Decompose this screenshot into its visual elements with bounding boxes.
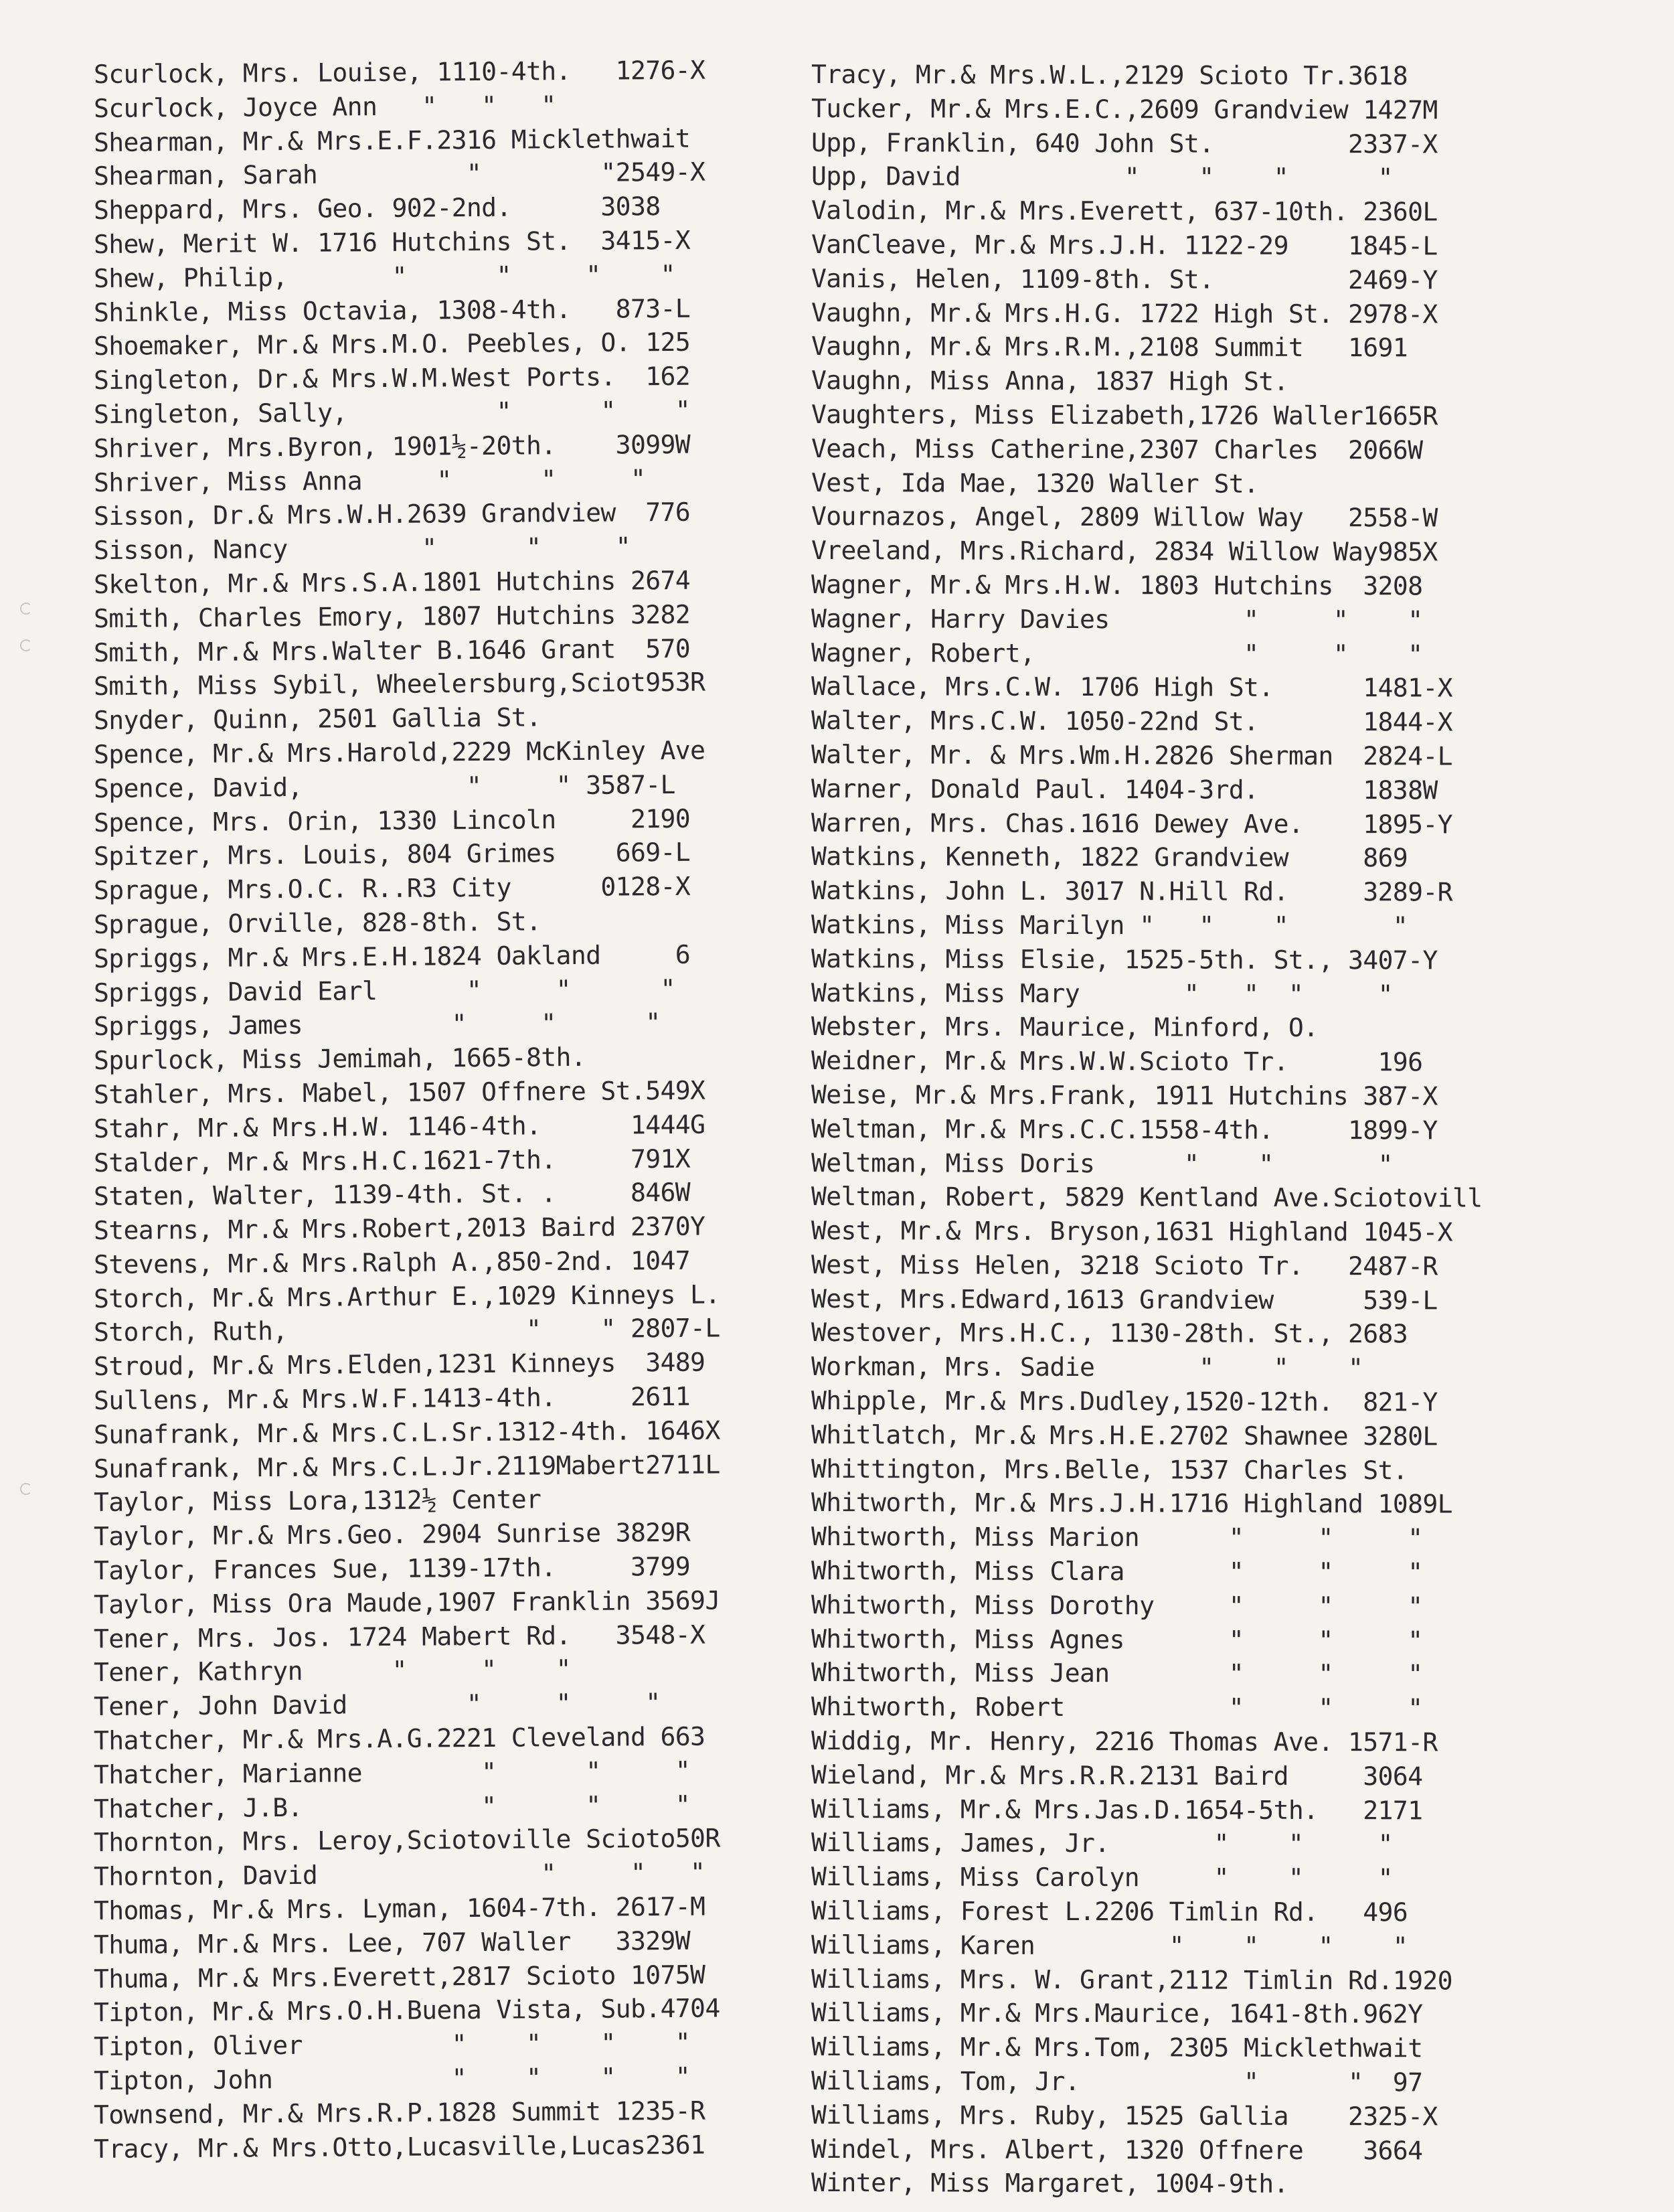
directory-entry: Vaughn, Mr.& Mrs.R.M.,2108 Summit 1691 xyxy=(811,331,1408,363)
directory-entry: Watkins, Miss Elsie, 1525-5th. St., 3407-Y xyxy=(811,943,1438,975)
directory-entry: Williams, Mr.& Mrs.Maurice, 1641-8th.962Y xyxy=(811,1998,1423,2029)
directory-entry: VanCleave, Mr.& Mrs.J.H. 1122-29 1845-L xyxy=(811,229,1438,261)
directory-entry: Scurlock, Joyce Ann " " " xyxy=(93,90,556,123)
directory-entry: Vournazos, Angel, 2809 Willow Way 2558-W xyxy=(811,501,1438,533)
directory-entry: Whitworth, Miss Dorothy " " " xyxy=(811,1589,1423,1622)
directory-entry: Williams, Tom, Jr. " " 97 xyxy=(811,2066,1423,2098)
directory-entry: West, Miss Helen, 3218 Scioto Tr. 2487-R xyxy=(811,1249,1438,1281)
directory-entry: Wagner, Harry Davies " " " xyxy=(811,603,1423,635)
left-column xyxy=(93,55,803,2166)
directory-entry: Watkins, John L. 3017 N.Hill Rd. 3289-R xyxy=(811,876,1453,907)
directory-entry: Stahler, Mrs. Mabel, 1507 Offnere St.549X xyxy=(93,1075,705,1109)
directory-entry: Veach, Miss Catherine,2307 Charles 2066W xyxy=(811,433,1423,465)
directory-entry: Williams, James, Jr. " " " xyxy=(811,1828,1393,1859)
right-column xyxy=(811,58,1594,2200)
directory-entry: Sullens, Mr.& Mrs.W.F.1413-4th. 2611 xyxy=(93,1381,691,1416)
directory-entry: Taylor, Mr.& Mrs.Geo. 2904 Sunrise 3829R xyxy=(93,1518,691,1552)
directory-entry: Snyder, Quinn, 2501 Gallia St. xyxy=(93,702,541,736)
directory-entry: Workman, Mrs. Sadie " " " xyxy=(811,1352,1363,1383)
directory-entry: Sprague, Mrs.O.C. R..R3 City 0128-X xyxy=(93,871,691,906)
directory-entry: Shearman, Sarah " "2549-X xyxy=(93,157,705,191)
directory-entry: West, Mr.& Mrs. Bryson,1631 Highland 1045-X xyxy=(811,1216,1453,1247)
directory-entry: Whitworth, Miss Marion " " " xyxy=(811,1522,1423,1553)
directory-entry: Spence, Mrs. Orin, 1330 Lincoln 2190 xyxy=(93,803,691,838)
directory-entry: Tener, Kathryn " " " xyxy=(93,1654,572,1688)
directory-entry: Tipton, Oliver " " " " xyxy=(93,2027,691,2062)
directory-entry: Watkins, Miss Marilyn " " " " xyxy=(811,909,1408,941)
directory-entry: Thornton, Mrs. Leroy,Sciotoville Scioto50R xyxy=(93,1823,720,1858)
directory-entry: Vaughters, Miss Elizabeth,1726 Waller1665R xyxy=(811,399,1438,431)
directory-entry: Tipton, John " " " " xyxy=(93,2061,691,2096)
directory-entry: Valodin, Mr.& Mrs.Everett, 637-10th. 2360L xyxy=(811,195,1438,227)
directory-entry: Sisson, Nancy " " " xyxy=(93,532,631,566)
directory-entry: Thatcher, Mr.& Mrs.A.G.2221 Cleveland 663 xyxy=(93,1721,705,1756)
directory-entry: Whitworth, Mr.& Mrs.J.H.1716 Highland 1089L xyxy=(811,1488,1453,1519)
binder-hole-mark xyxy=(20,639,32,651)
directory-entry: Widdig, Mr. Henry, 2216 Thomas Ave. 1571-R xyxy=(811,1726,1438,1757)
directory-entry: Sheppard, Mrs. Geo. 902-2nd. 3038 xyxy=(93,191,661,226)
directory-entry: Upp, Franklin, 640 John St. 2337-X xyxy=(811,127,1438,159)
directory-entry: Shoemaker, Mr.& Mrs.M.O. Peebles, O. 125 xyxy=(93,327,691,362)
directory-entry: Spriggs, James " " " xyxy=(93,1008,661,1042)
directory-entry: Thornton, David " " " xyxy=(93,1857,705,1892)
directory-entry: Thuma, Mr.& Mrs. Lee, 707 Waller 3329W xyxy=(93,1925,691,1960)
directory-entry: Scurlock, Mrs. Louise, 1110-4th. 1276-X xyxy=(93,55,705,89)
directory-entry: Watkins, Kenneth, 1822 Grandview 869 xyxy=(811,842,1408,873)
directory-entry: Stroud, Mr.& Mrs.Elden,1231 Kinneys 3489 xyxy=(93,1347,705,1382)
directory-entry: Shriver, Miss Anna " " " xyxy=(93,463,646,497)
directory-entry: Singleton, Dr.& Mrs.W.M.West Ports. 162 xyxy=(93,361,691,396)
directory-entry: Tener, John David " " " xyxy=(93,1688,661,1722)
directory-entry: Shew, Philip, " " " " xyxy=(93,259,675,293)
directory-entry: Spence, Mr.& Mrs.Harold,2229 McKinley Ave xyxy=(93,735,705,769)
directory-entry: Spriggs, Mr.& Mrs.E.H.1824 Oakland 6 xyxy=(93,939,691,973)
directory-entry: Warner, Donald Paul. 1404-3rd. 1838W xyxy=(811,773,1438,805)
directory-entry: Shew, Merit W. 1716 Hutchins St. 3415-X xyxy=(93,225,691,259)
directory-entry: Thatcher, J.B. " " " xyxy=(93,1790,691,1824)
directory-entry: Vaughn, Miss Anna, 1837 High St. xyxy=(811,366,1288,397)
directory-entry: Skelton, Mr.& Mrs.S.A.1801 Hutchins 2674 xyxy=(93,565,691,599)
directory-entry: Williams, Mr.& Mrs.Jas.D.1654-5th. 2171 xyxy=(811,1794,1423,1826)
directory-entry: Whitworth, Miss Jean " " " xyxy=(811,1658,1423,1689)
directory-entry: Storch, Ruth, " " 2807-L xyxy=(93,1313,720,1348)
directory-entry: Thatcher, Marianne " " " xyxy=(93,1755,691,1790)
directory-entry: Walter, Mrs.C.W. 1050-22nd St. 1844-X xyxy=(811,706,1453,737)
directory-entry: Smith, Mr.& Mrs.Walter B.1646 Grant 570 xyxy=(93,633,691,667)
directory-entry: Whitlatch, Mr.& Mrs.H.E.2702 Shawnee 3280L xyxy=(811,1419,1438,1451)
directory-entry: Tracy, Mr.& Mrs.Otto,Lucasville,Lucas2361 xyxy=(93,2130,705,2164)
directory-entry: Townsend, Mr.& Mrs.R.P.1828 Summit 1235-R xyxy=(93,2096,705,2130)
directory-entry: Whitworth, Miss Clara " " " xyxy=(811,1556,1423,1587)
directory-entry: Weidner, Mr.& Mrs.W.W.Scioto Tr. 196 xyxy=(811,1046,1423,1077)
directory-entry: Spitzer, Mrs. Louis, 804 Grimes 669-L xyxy=(93,838,691,872)
directory-entry: Wallace, Mrs.C.W. 1706 High St. 1481-X xyxy=(811,672,1453,703)
directory-entry: Westover, Mrs.H.C., 1130-28th. St., 2683 xyxy=(811,1318,1408,1349)
directory-entry: Taylor, Miss Lora,1312½ Center xyxy=(93,1484,541,1518)
directory-entry: Tipton, Mr.& Mrs.O.H.Buena Vista, Sub.4704 xyxy=(93,1993,720,2028)
directory-entry: Weise, Mr.& Mrs.Frank, 1911 Hutchins 387-X xyxy=(811,1079,1438,1111)
binder-hole-mark xyxy=(20,1483,32,1495)
directory-entry: Thuma, Mr.& Mrs.Everett,2817 Scioto 1075W xyxy=(93,1960,705,1994)
directory-entry: Winter, Miss Margaret, 1004-9th. xyxy=(811,2168,1288,2199)
directory-entry: Thomas, Mr.& Mrs. Lyman, 1604-7th. 2617-M xyxy=(93,1891,705,1926)
directory-entry: Wagner, Mr.& Mrs.H.W. 1803 Hutchins 3208 xyxy=(811,569,1423,601)
directory-entry: Weltman, Mr.& Mrs.C.C.1558-4th. 1899-Y xyxy=(811,1113,1438,1146)
directory-entry: Tener, Mrs. Jos. 1724 Mabert Rd. 3548-X xyxy=(93,1620,705,1654)
binder-hole-mark xyxy=(20,603,32,615)
directory-entry: Singleton, Sally, " " " xyxy=(93,395,691,429)
directory-entry: Sunafrank, Mr.& Mrs.C.L.Sr.1312-4th. 1646X xyxy=(93,1415,720,1449)
directory-entry: Sunafrank, Mr.& Mrs.C.L.Jr.2119Mabert2711L xyxy=(93,1449,720,1484)
directory-entry: Williams, Mrs. Ruby, 1525 Gallia 2325-X xyxy=(811,2100,1438,2132)
directory-entry: Stahr, Mr.& Mrs.H.W. 1146-4th. 1444G xyxy=(93,1109,705,1143)
directory-entry: Storch, Mr.& Mrs.Arthur E.,1029 Kinneys L. xyxy=(93,1279,720,1314)
directory-entry: Staten, Walter, 1139-4th. St. . 846W xyxy=(93,1178,691,1212)
directory-entry: Wagner, Robert, " " " xyxy=(811,637,1423,669)
directory-entry: Spriggs, David Earl " " " xyxy=(93,973,675,1008)
directory-entry: Watkins, Miss Mary " " " " xyxy=(811,977,1393,1009)
directory-entry: Vreeland, Mrs.Richard, 2834 Willow Way985X xyxy=(811,536,1438,567)
directory-entry: Warren, Mrs. Chas.1616 Dewey Ave. 1895-Y xyxy=(811,807,1453,840)
directory-entry: Spurlock, Miss Jemimah, 1665-8th. xyxy=(93,1042,586,1076)
directory-entry: Taylor, Miss Ora Maude,1907 Franklin 3569J xyxy=(93,1585,720,1620)
directory-entry: Weltman, Miss Doris " " " xyxy=(811,1148,1393,1179)
directory-entry: Williams, Mrs. W. Grant,2112 Timlin Rd.1920 xyxy=(811,1964,1453,1996)
directory-entry: Windel, Mrs. Albert, 1320 Offnere 3664 xyxy=(811,2134,1423,2166)
directory-entry: West, Mrs.Edward,1613 Grandview 539-L xyxy=(811,1283,1438,1316)
directory-entry: Weltman, Robert, 5829 Kentland Ave.Sciotovill xyxy=(811,1182,1483,1213)
directory-entry: Shearman, Mr.& Mrs.E.F.2316 Micklethwait xyxy=(93,123,691,157)
directory-entry: Webster, Mrs. Maurice, Minford, O. xyxy=(811,1012,1319,1043)
directory-entry: Williams, Karen " " " " xyxy=(811,1929,1408,1962)
directory-entry: Williams, Forest L.2206 Timlin Rd. 496 xyxy=(811,1896,1408,1927)
directory-entry: Sisson, Dr.& Mrs.W.H.2639 Grandview 776 xyxy=(93,497,691,532)
directory-entry: Stevens, Mr.& Mrs.Ralph A.,850-2nd. 1047 xyxy=(93,1245,691,1279)
directory-entry: Vaughn, Mr.& Mrs.H.G. 1722 High St. 2978-X xyxy=(811,297,1438,329)
directory-entry: Shinkle, Miss Octavia, 1308-4th. 873-L xyxy=(93,293,691,327)
directory-entry: Vanis, Helen, 1109-8th. St. 2469-Y xyxy=(811,263,1438,295)
directory-entry: Shriver, Mrs.Byron, 1901½-20th. 3099W xyxy=(93,429,691,463)
directory-entry: Williams, Mr.& Mrs.Tom, 2305 Micklethwait xyxy=(811,2032,1423,2063)
directory-entry: Whipple, Mr.& Mrs.Dudley,1520-12th. 821-Y xyxy=(811,1386,1438,1417)
directory-entry: Whitworth, Miss Agnes " " " xyxy=(811,1624,1423,1656)
directory-entry: Spence, David, " " 3587-L xyxy=(93,769,675,803)
directory-entry: Sprague, Orville, 828-8th. St. xyxy=(93,906,541,939)
directory-entry: Upp, David " " " " xyxy=(811,161,1393,193)
directory-entry: Smith, Miss Sybil, Wheelersburg,Sciot953R xyxy=(93,667,705,702)
directory-entry: Vest, Ida Mae, 1320 Waller St. xyxy=(811,467,1259,499)
directory-entry: Stalder, Mr.& Mrs.H.C.1621-7th. 791X xyxy=(93,1143,691,1178)
directory-entry: Stearns, Mr.& Mrs.Robert,2013 Baird 2370Y xyxy=(93,1211,705,1246)
directory-entry: Tracy, Mr.& Mrs.W.L.,2129 Scioto Tr.3618 xyxy=(811,60,1408,91)
directory-entry: Whitworth, Robert " " " xyxy=(811,1692,1423,1723)
directory-entry: Tucker, Mr.& Mrs.E.C.,2609 Grandview 1427M xyxy=(811,93,1438,125)
directory-entry: Taylor, Frances Sue, 1139-17th. 3799 xyxy=(93,1551,691,1586)
directory-entry: Smith, Charles Emory, 1807 Hutchins 3282 xyxy=(93,599,691,633)
directory-entry: Wieland, Mr.& Mrs.R.R.2131 Baird 3064 xyxy=(811,1759,1423,1792)
directory-entry: Walter, Mr. & Mrs.Wm.H.2826 Sherman 2824-L xyxy=(811,739,1453,771)
directory-entry: Williams, Miss Carolyn " " " xyxy=(811,1862,1393,1893)
directory-entry: Whittington, Mrs.Belle, 1537 Charles St. xyxy=(811,1453,1408,1486)
